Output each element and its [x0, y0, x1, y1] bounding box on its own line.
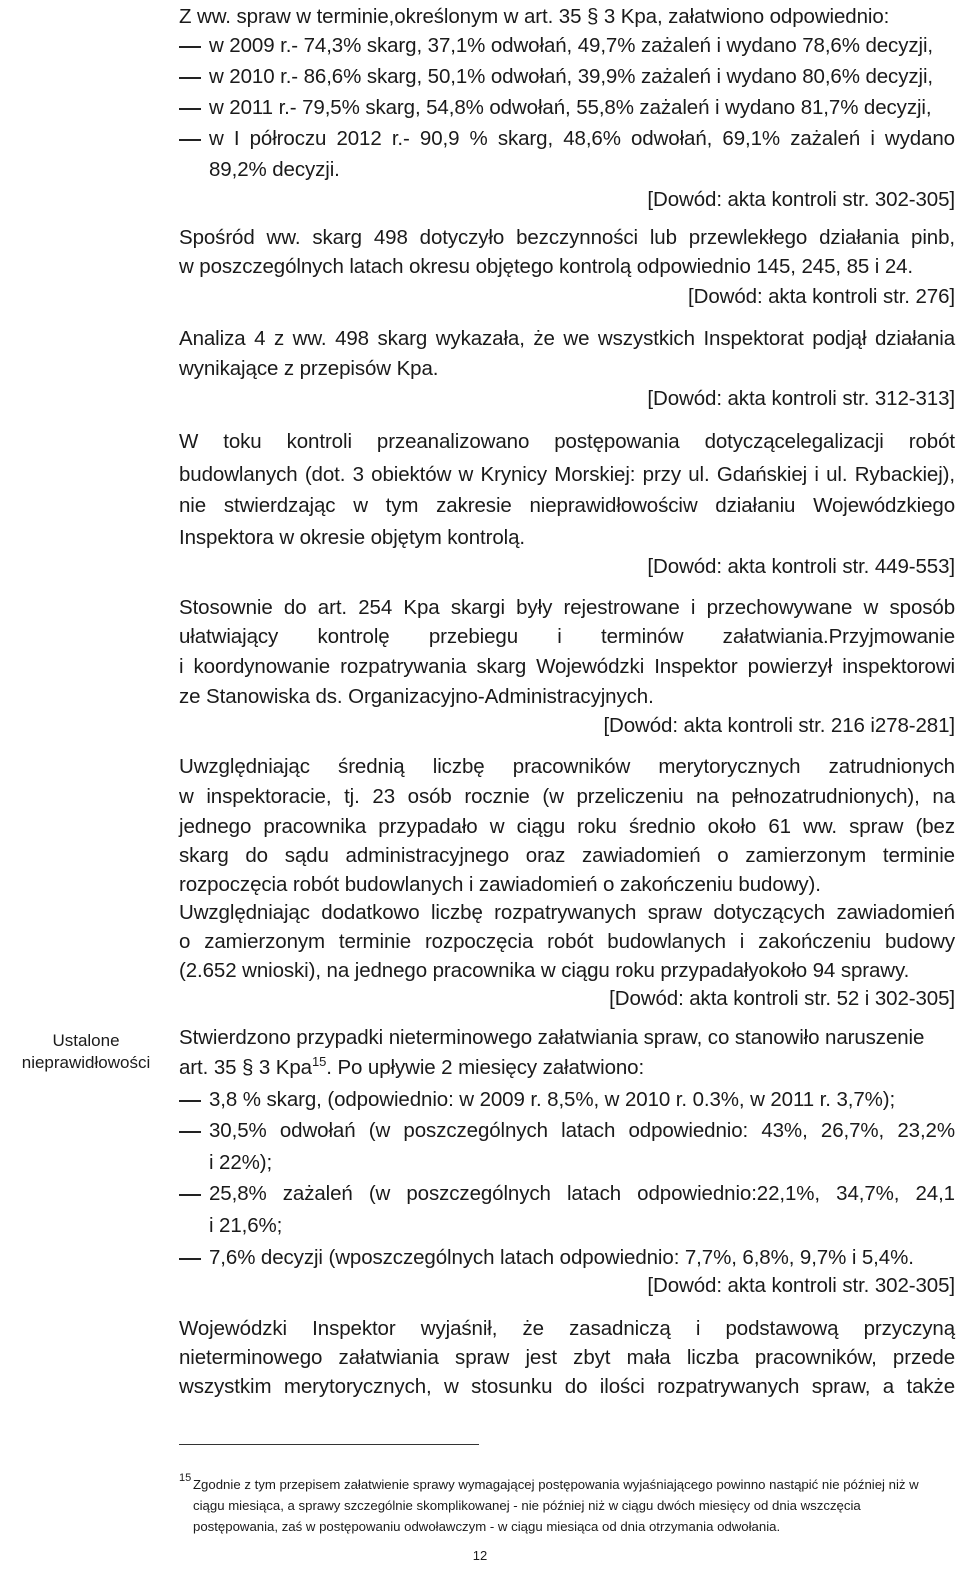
bullet-line: 3,8 % skarg, (odpowiednio: w 2009 r. 8,5%, w 2010 r. 0.3%, w 2011 r. 3,7%); — [209, 1086, 955, 1114]
margin-label-line1: Ustalone — [52, 1031, 120, 1050]
paragraph-line: Stosownie do art. 254 Kpa skargi były rejestrowane i przechowywane w sposób — [179, 596, 955, 619]
dash-icon — [179, 139, 201, 141]
footnote-ref[interactable]: 15 — [311, 1054, 327, 1070]
evidence-ref: [Dowód: akta kontroli str. 276] — [688, 285, 955, 308]
bullet-line: 7,6% decyzji (wposzczególnych latach odpowiednio: 7,7%, 6,8%, 9,7% i 5,4%. — [209, 1244, 955, 1272]
paragraph-line: (2.652 wnioski), na jednego pracownika w ciągu roku przypadałyokoło 94 sprawy. — [179, 959, 910, 982]
footnote-line: 15 Zgodnie z tym przepisem załatwienie sprawy wymagającej postępowania wyjaśniającego powinno nastąpić nie później niż w — [193, 1474, 955, 1495]
paragraph-line: Inspektora w okresie objętym kontrolą. — [179, 526, 526, 549]
paragraph-line: Spośród ww. skarg 498 dotyczyło bezczynności lub przewlekłego działania pinb, — [179, 226, 955, 249]
bullet-line: 25,8% zażaleń (w poszczególnych latach odpowiednio:22,1%, 34,7%, 24,1 — [209, 1180, 955, 1208]
paragraph-line: Stwierdzono przypadki nieterminowego załatwiania spraw, co stanowiło naruszenie — [179, 1026, 925, 1049]
paragraph-line: i koordynowanie rozpatrywania skarg Wojewódzki Inspektor powierzył inspektorowi — [179, 655, 955, 678]
paragraph-line: budowlanych (dot. 3 obiektów w Krynicy Morskiej: przy ul. Gdańskiej i ul. Rybackiej), — [179, 463, 955, 486]
bullet-line: 30,5% odwołań (w poszczególnych latach odpowiednio: 43%, 26,7%, 23,2% — [209, 1117, 955, 1145]
evidence-ref: [Dowód: akta kontroli str. 312-313] — [647, 387, 955, 410]
paragraph-line: rozpoczęcia robót budowlanych i zawiadomień o zakończeniu budowy). — [179, 873, 821, 896]
paragraph-line: w inspektoracie, tj. 23 osób rocznie (w przeliczeniu na pełnozatrudnionych), na — [179, 785, 955, 808]
evidence-ref: [Dowód: akta kontroli str. 216 i278-281] — [603, 714, 955, 737]
evidence-ref: [Dowód: akta kontroli str. 302-305] — [647, 188, 955, 211]
intro-line: Z ww. spraw w terminie,określonym w art. 35 § 3 Kpa, załatwiono odpowiednio: — [179, 5, 890, 28]
paragraph-line: art. 35 § 3 Kpa$^{15}$. Po upływie 2 miesięcy załatwiono: — [179, 1054, 645, 1079]
paragraph-line: nieterminowego załatwiania spraw jest zbyt mała liczba pracowników, przede — [179, 1346, 955, 1369]
paragraph-line: o zamierzonym terminie rozpoczęcia robót budowlanych i zakończeniu budowy — [179, 930, 955, 953]
footnote-line: postępowania, zaś w postępowaniu odwoławczym - w ciągu miesiąca od dnia otrzymania odwołania. — [193, 1519, 781, 1534]
bullet-line: i 21,6%; — [209, 1214, 283, 1237]
margin-label — [0, 1030, 172, 1074]
paragraph-line: Uwzględniając średnią liczbę pracowników merytorycznych zatrudnionych — [179, 755, 955, 778]
year-line: w I półroczu 2012 r.- 90,9 % skarg, 48,6% odwołań, 69,1% zażaleń i wydano — [209, 125, 955, 153]
dash-icon — [179, 77, 201, 79]
paragraph-line: ułatwiający kontrolę przebiegu i terminów załatwiania.Przyjmowanie — [179, 625, 955, 648]
year-line: w 2011 r.- 79,5% skarg, 54,8% odwołań, 55,8% zażaleń i wydano 81,7% decyzji, — [209, 94, 955, 122]
year-line: w 2009 r.- 74,3% skarg, 37,1% odwołań, 49,7% zażaleń i wydano 78,6% decyzji, — [209, 32, 955, 60]
footnote-mark: 15 — [179, 1472, 192, 1484]
dash-icon — [179, 1131, 201, 1133]
paragraph-line: jednego pracownika przypadało w ciągu roku średnio około 61 ww. spraw (bez — [179, 815, 955, 838]
paragraph-line: Analiza 4 z ww. 498 skarg wykazała, że we wszystkich Inspektorat podjął działania — [179, 327, 955, 350]
dash-icon — [179, 46, 201, 48]
year-line: 89,2% decyzji. — [209, 158, 340, 181]
paragraph-line: w poszczególnych latach okresu objętego kontrolą odpowiednio 145, 245, 85 i 24. — [179, 255, 914, 278]
paragraph-line: Uwzględniając dodatkowo liczbę rozpatrywanych spraw dotyczących zawiadomień — [179, 901, 955, 924]
paragraph-line: wszystkim merytorycznych, w stosunku do ilości rozpatrywanych spraw, a także — [179, 1375, 955, 1398]
paragraph-line: W toku kontroli przeanalizowano postępowania dotyczącelegalizacji robót — [179, 430, 955, 453]
dash-icon — [179, 1100, 201, 1102]
margin-label-line2: nieprawidłowości — [21, 1053, 151, 1072]
footnote-divider — [179, 1444, 479, 1445]
paragraph-line: nie stwierdzając w tym zakresie nieprawidłowościw działaniu Wojewódzkiego — [179, 494, 955, 517]
dash-icon — [179, 1194, 201, 1196]
evidence-ref: [Dowód: akta kontroli str. 449-553] — [647, 555, 955, 578]
page-number: 12 — [472, 1548, 488, 1563]
evidence-ref: [Dowód: akta kontroli str. 52 i 302-305] — [609, 987, 955, 1010]
dash-icon — [179, 108, 201, 110]
dash-icon — [179, 1258, 201, 1260]
paragraph-line: wynikające z przepisów Kpa. — [179, 357, 439, 380]
paragraph-line: ze Stanowiska ds. Organizacyjno-Administracyjnych. — [179, 685, 654, 708]
bullet-line: i 22%); — [209, 1151, 273, 1174]
paragraph-line: Wojewódzki Inspektor wyjaśnił, że zasadniczą i podstawową przyczyną — [179, 1317, 955, 1340]
evidence-ref: [Dowód: akta kontroli str. 302-305] — [647, 1274, 955, 1297]
year-line: w 2010 r.- 86,6% skarg, 50,1% odwołań, 39,9% zażaleń i wydano 80,6% decyzji, — [209, 63, 955, 91]
paragraph-line: skarg do sądu administracyjnego oraz zawiadomień o zamierzonym terminie — [179, 844, 955, 867]
footnote-line: ciągu miesiąca, a sprawy szczególnie skomplikowanej - nie później niż w ciągu dwóch miesięcy od dnia wszczęcia — [193, 1498, 861, 1513]
